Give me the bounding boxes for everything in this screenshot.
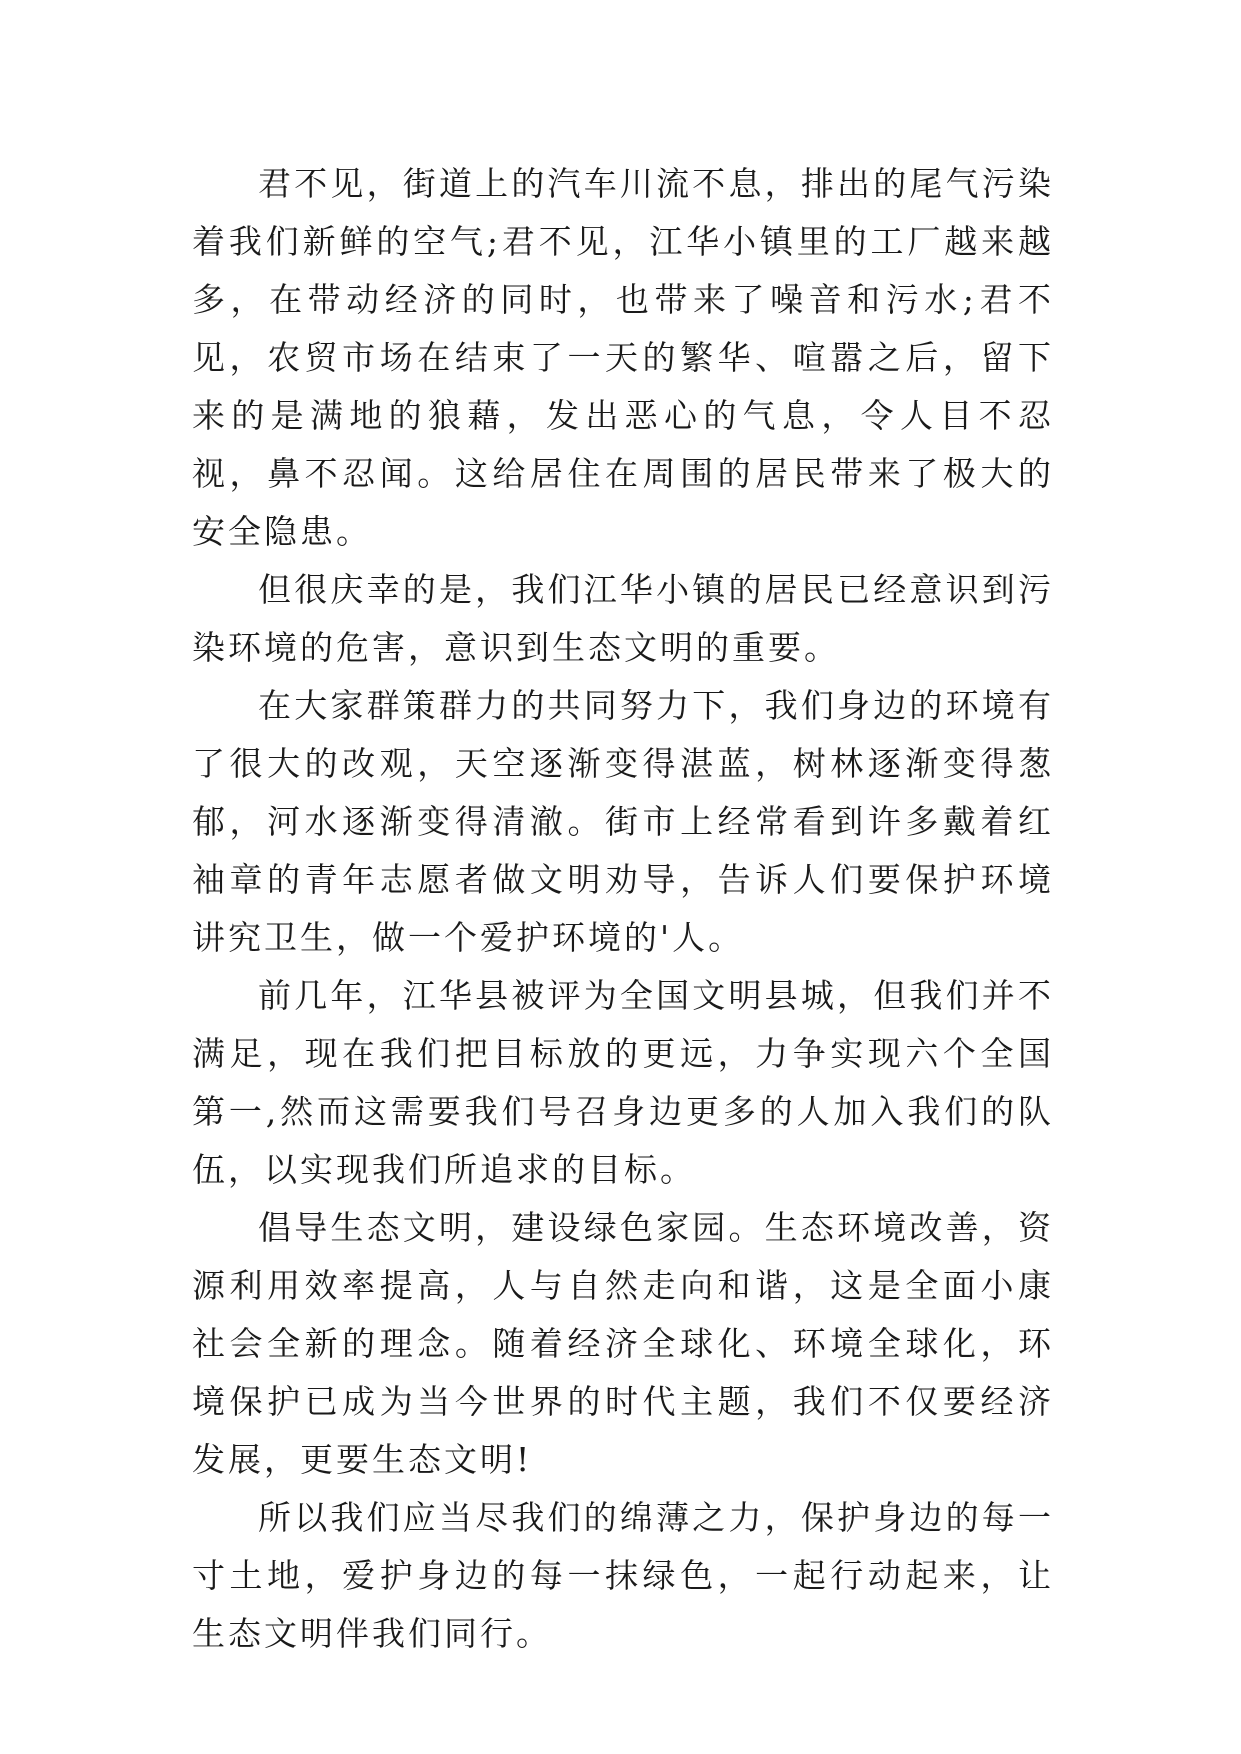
- paragraph-4: 前几年，江华县被评为全国文明县城，但我们并不满足，现在我们把目标放的更远，力争实现六个全国第一,然而这需要我们号召身边更多的人加入我们的队伍，以实现我们所追求的目标。: [192, 976, 1054, 1189]
- paragraph-6: 所以我们应当尽我们的绵薄之力，保护身边的每一寸土地，爱护身边的每一抹绿色，一起行动起来，让生态文明伴我们同行。: [192, 1498, 1054, 1653]
- paragraph-3: 在大家群策群力的共同努力下，我们身边的环境有了很大的改观，天空逐渐变得湛蓝，树林逐渐变得葱郁，河水逐渐变得清澈。街市上经常看到许多戴着红袖章的青年志愿者做文明劝导，告诉人们要保护环境讲究卫生，做一个爱护环境的'人。: [192, 686, 1054, 957]
- paragraph-1: 君不见，街道上的汽车川流不息，排出的尾气污染着我们新鲜的空气;君不见，江华小镇里的工厂越来越多，在带动经济的同时，也带来了噪音和污水;君不见，农贸市场在结束了一天的繁华、喧嚣之后，留下来的是满地的狼藉，发出恶心的气息，令人目不忍视，鼻不忍闻。这给居住在周围的居民带来了极大的安全隐患。: [192, 164, 1054, 551]
- paragraph-5: 倡导生态文明，建设绿色家园。生态环境改善，资源利用效率提高，人与自然走向和谐，这是全面小康社会全新的理念。随着经济全球化、环境全球化，环境保护已成为当今世界的时代主题，我们不仅要经济发展，更要生态文明!: [192, 1208, 1054, 1479]
- paragraph-2: 但很庆幸的是，我们江华小镇的居民已经意识到污染环境的危害，意识到生态文明的重要。: [192, 570, 1054, 667]
- document-body: [192, 155, 1054, 1663]
